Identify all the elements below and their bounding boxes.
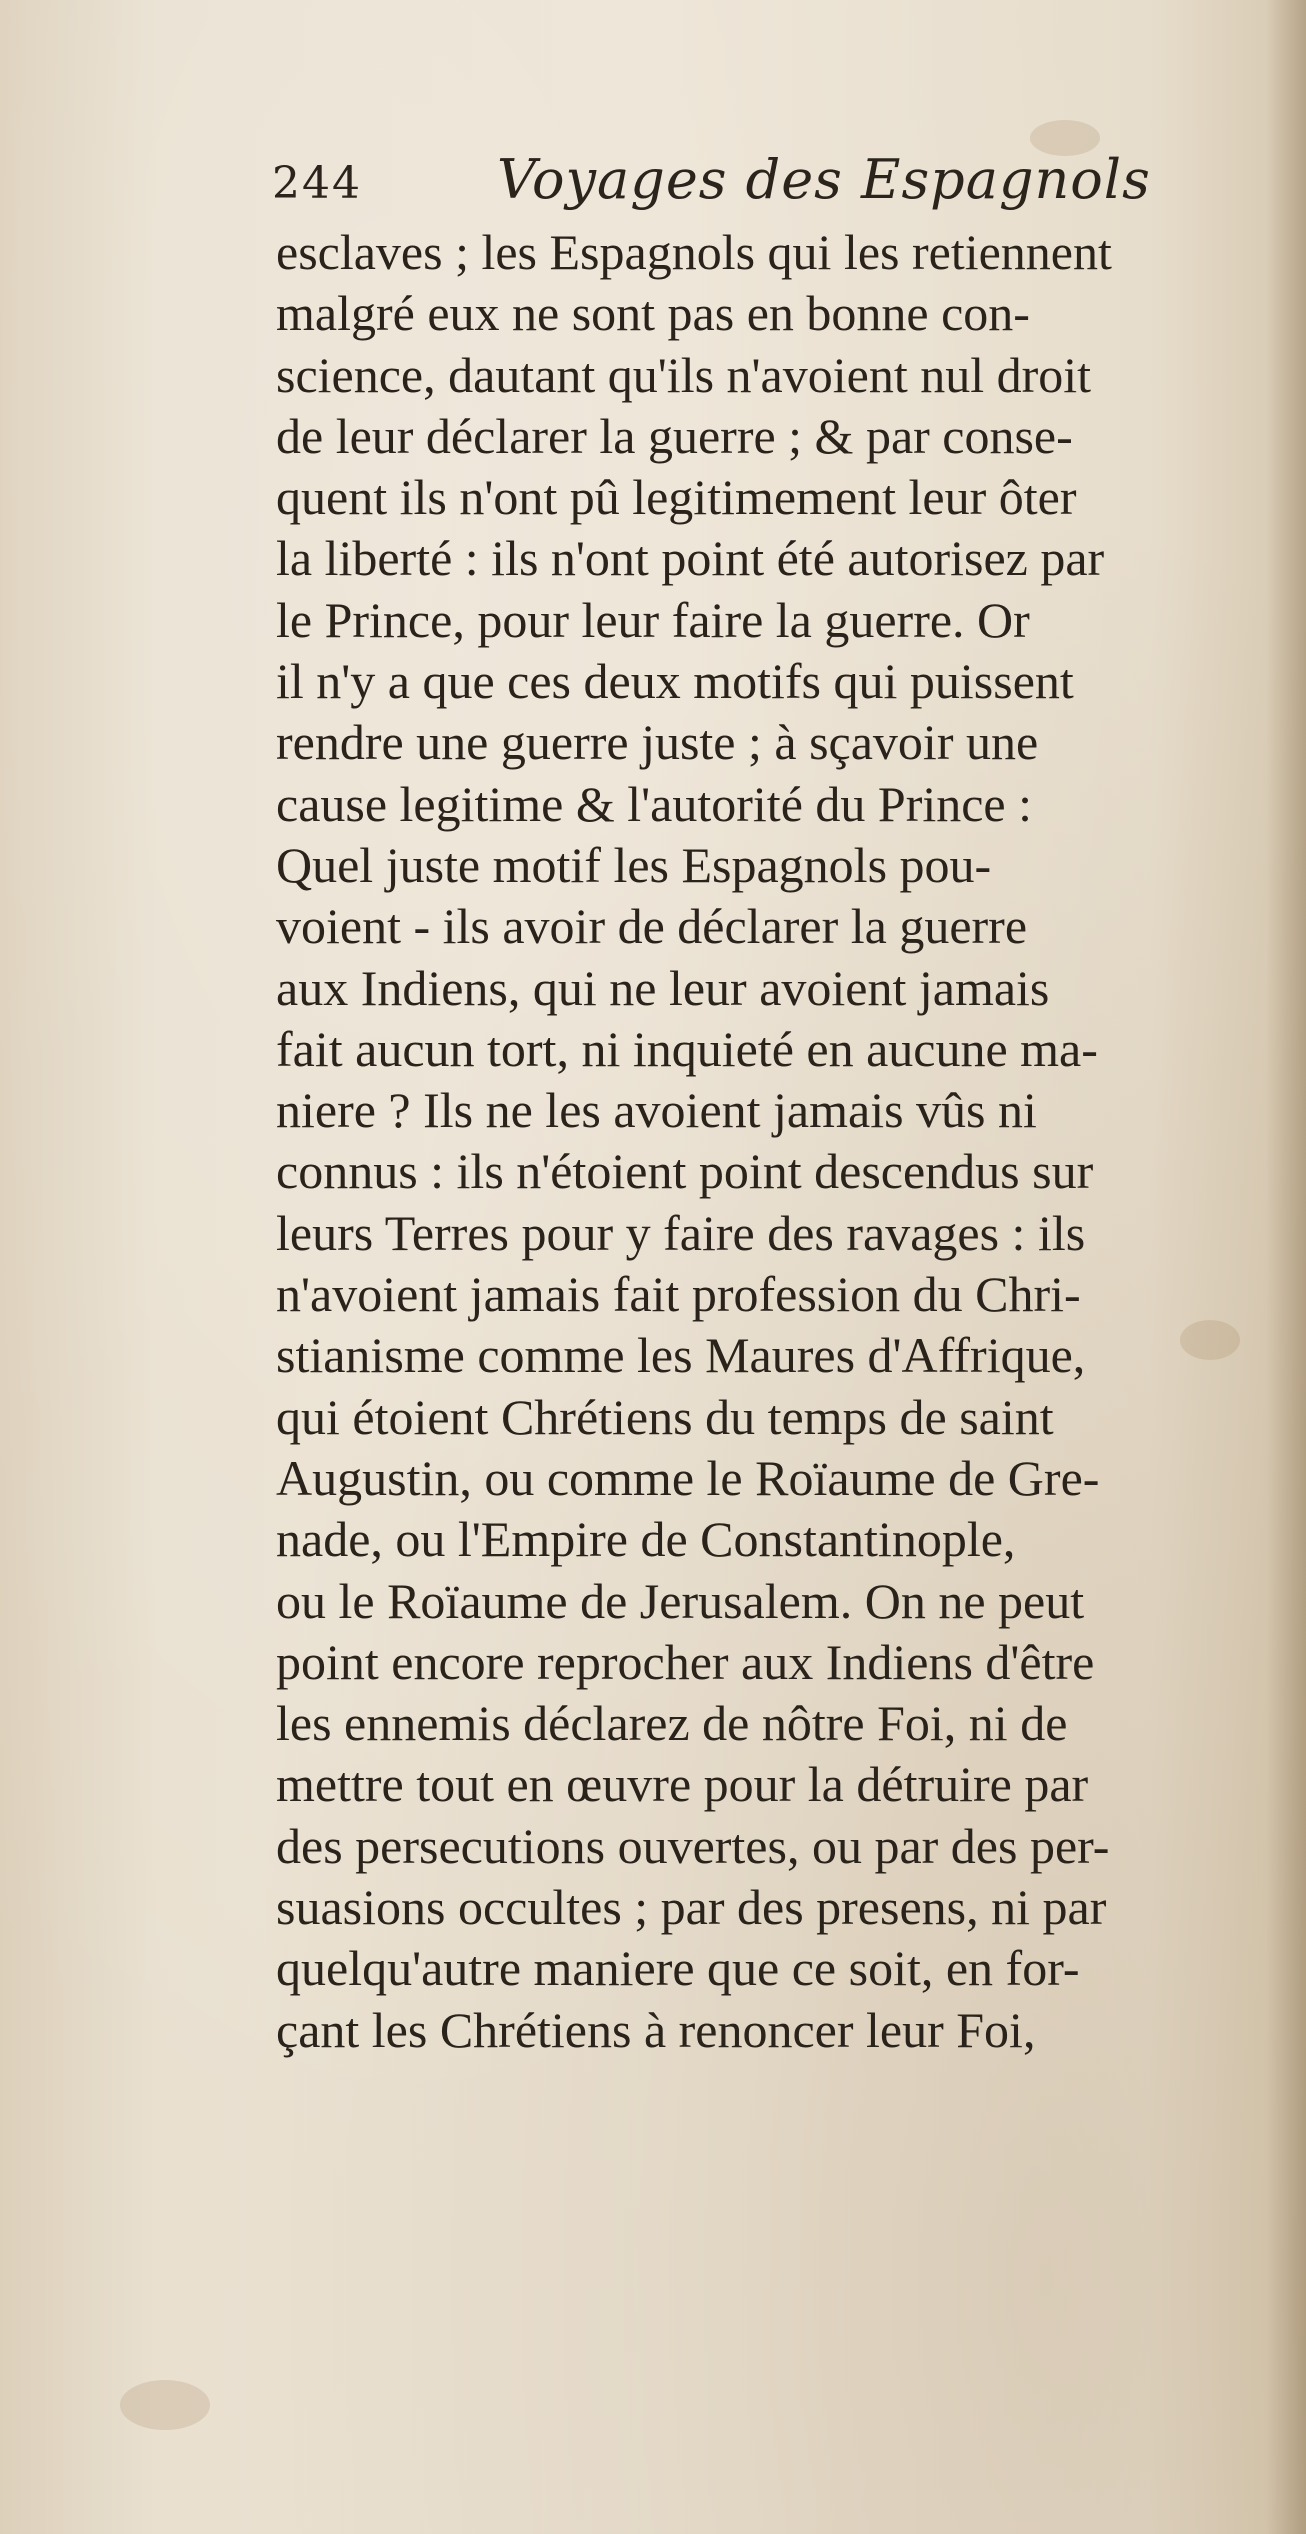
text-line: leurs Terres pour y faire des ravages : ils xyxy=(276,1204,1086,1261)
running-head: Voyages des Espagnols xyxy=(497,148,1151,211)
text-line: la liberté : ils n'ont point été autorisez par xyxy=(276,530,1105,587)
text-line: malgré eux ne sont pas en bonne con- xyxy=(276,285,1030,342)
text-line: niere ? Ils ne les avoient jamais vûs ni xyxy=(276,1082,1037,1139)
text-line: ou le Roïaume de Jerusalem. On ne peut xyxy=(276,1572,1085,1629)
text-line: Augustin, ou comme le Roïaume de Gre- xyxy=(276,1449,1100,1506)
page-header xyxy=(272,148,1172,218)
text-line: çant les Chrétiens à renoncer leur Foi, xyxy=(276,2001,1036,2058)
text-line: n'avoient jamais fait profession du Chri- xyxy=(276,1266,1081,1323)
text-line: connus : ils n'étoient point descendus sur xyxy=(276,1143,1094,1200)
text-line: le Prince, pour leur faire la guerre. Or xyxy=(276,591,1030,648)
page-edge-shadow xyxy=(1266,0,1306,2534)
text-line: rendre une guerre juste ; à sçavoir une xyxy=(276,714,1039,771)
text-line: fait aucun tort, ni inquieté en aucune ma- xyxy=(276,1020,1098,1077)
text-line: esclaves ; les Espagnols qui les retiennent xyxy=(276,224,1112,280)
page-number: 244 xyxy=(272,158,362,209)
text-line: de leur déclarer la guerre ; & par conse- xyxy=(276,407,1073,464)
text-line: science, dautant qu'ils n'avoient nul droit xyxy=(276,346,1092,403)
text-line: Quel juste motif les Espagnols pou- xyxy=(276,836,992,893)
text-line: suasions occultes ; par des presens, ni par xyxy=(276,1879,1107,1936)
text-line: mettre tout en œuvre pour la détruire par xyxy=(276,1756,1089,1813)
paper-stain xyxy=(120,2380,210,2430)
text-line: des persecutions ouvertes, ou par des per- xyxy=(276,1817,1110,1874)
text-line: aux Indiens, qui ne leur avoient jamais xyxy=(276,959,1050,1016)
text-line: il n'y a que ces deux motifs qui puissent xyxy=(276,653,1074,710)
body-text xyxy=(276,222,1256,2061)
text-line: quelqu'autre maniere que ce soit, en for- xyxy=(276,1940,1080,1997)
text-line: stianisme comme les Maures d'Affrique, xyxy=(276,1327,1086,1384)
text-line: qui étoient Chrétiens du temps de saint xyxy=(276,1388,1054,1445)
text-line: voient - ils avoir de déclarer la guerre xyxy=(276,898,1028,955)
text-line: nade, ou l'Empire de Constantinople, xyxy=(276,1511,1016,1568)
text-line: les ennemis déclarez de nôtre Foi, ni de xyxy=(276,1695,1068,1752)
text-line: cause legitime & l'autorité du Prince : xyxy=(276,775,1033,832)
text-line: quent ils n'ont pû legitimement leur ôter xyxy=(276,469,1077,526)
text-line: point encore reprocher aux Indiens d'être xyxy=(276,1633,1095,1690)
